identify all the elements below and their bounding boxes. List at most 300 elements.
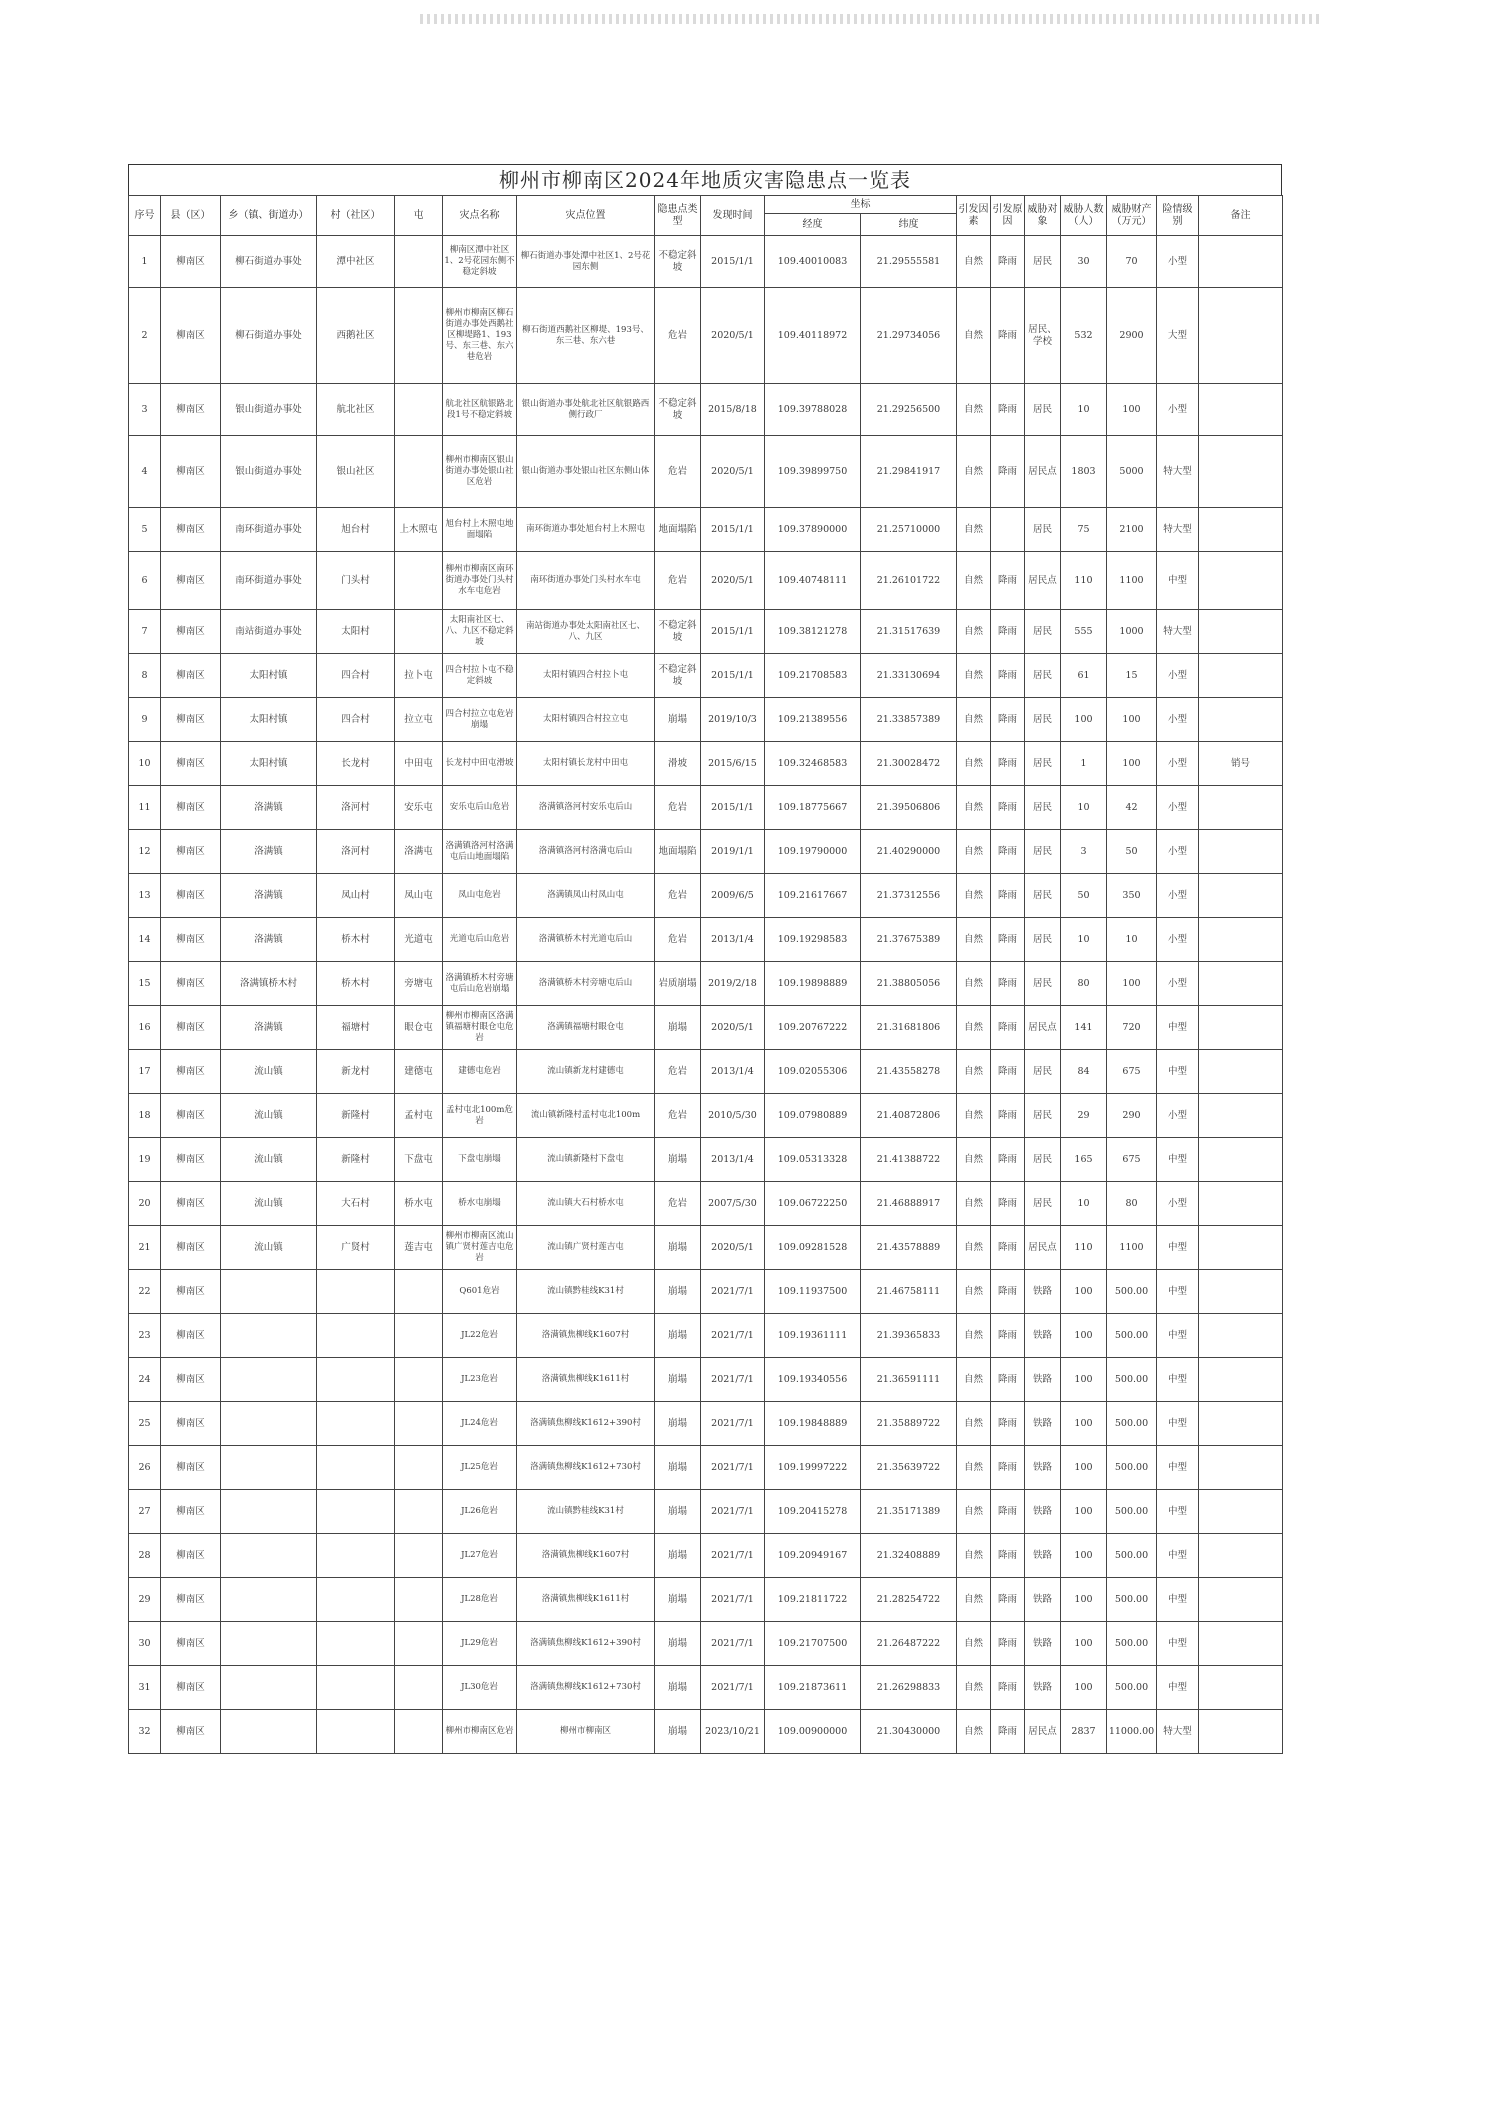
cell-seq: 8: [129, 654, 161, 698]
cell-threat-property: 100: [1107, 384, 1157, 436]
cell-village: 航北社区: [317, 384, 395, 436]
cell-cause2: 降雨: [991, 1006, 1025, 1050]
cell-level: 中型: [1157, 1138, 1199, 1182]
cell-seq: 26: [129, 1446, 161, 1490]
cell-type: 崩塌: [655, 1666, 701, 1710]
cell-date: 2021/7/1: [701, 1270, 765, 1314]
cell-threat-property: 100: [1107, 962, 1157, 1006]
cell-county: 柳南区: [161, 1622, 221, 1666]
cell-type: 岩质崩塌: [655, 962, 701, 1006]
cell-lat: 21.40290000: [861, 830, 957, 874]
cell-lat: 21.46758111: [861, 1270, 957, 1314]
cell-seq: 13: [129, 874, 161, 918]
cell-county: 柳南区: [161, 654, 221, 698]
cell-hamlet: 拉立屯: [395, 698, 443, 742]
cell-seq: 20: [129, 1182, 161, 1226]
cell-threat-property: 5000: [1107, 436, 1157, 508]
cell-county: 柳南区: [161, 918, 221, 962]
cell-threat-object: 居民点: [1025, 552, 1061, 610]
cell-county: 柳南区: [161, 830, 221, 874]
cell-threat-object: 居民: [1025, 698, 1061, 742]
cell-cause2: 降雨: [991, 552, 1025, 610]
cell-hamlet: 下盘屯: [395, 1138, 443, 1182]
cell-level: 小型: [1157, 874, 1199, 918]
cell-date: 2021/7/1: [701, 1578, 765, 1622]
cell-name: 柳南区潭中社区1、2号花园东侧不稳定斜坡: [443, 236, 517, 288]
cell-village: 桥木村: [317, 962, 395, 1006]
cell-location: 南环街道办事处旭台村上木照屯: [517, 508, 655, 552]
cell-cause2: 降雨: [991, 236, 1025, 288]
cell-threat-people: 30: [1061, 236, 1107, 288]
document-sheet: [128, 164, 1282, 1754]
cell-threat-property: 500.00: [1107, 1534, 1157, 1578]
cell-cause2: 降雨: [991, 1050, 1025, 1094]
cell-threat-people: 100: [1061, 1358, 1107, 1402]
cell-lat: 21.40872806: [861, 1094, 957, 1138]
cell-cause1: 自然: [957, 1182, 991, 1226]
cell-lon: 109.06722250: [765, 1182, 861, 1226]
cell-lat: 21.39506806: [861, 786, 957, 830]
cell-village: 潭中社区: [317, 236, 395, 288]
cell-lat: 21.33857389: [861, 698, 957, 742]
cell-threat-property: 80: [1107, 1182, 1157, 1226]
cell-name: JL27危岩: [443, 1534, 517, 1578]
table-row: [129, 874, 1283, 918]
cell-cause1: 自然: [957, 1138, 991, 1182]
cell-township: [221, 1534, 317, 1578]
cell-remark: [1199, 1710, 1283, 1754]
cell-cause2: 降雨: [991, 1226, 1025, 1270]
cell-village: 新龙村: [317, 1050, 395, 1094]
cell-location: 银山街道办事处银山社区东侧山体: [517, 436, 655, 508]
cell-threat-property: 500.00: [1107, 1578, 1157, 1622]
cell-township: 南环街道办事处: [221, 552, 317, 610]
cell-township: 流山镇: [221, 1094, 317, 1138]
cell-lat: 21.36591111: [861, 1358, 957, 1402]
cell-remark: [1199, 552, 1283, 610]
cell-lat: 21.31681806: [861, 1006, 957, 1050]
cell-location: 流山镇黔桂线K31村: [517, 1270, 655, 1314]
cell-threat-property: 10: [1107, 918, 1157, 962]
cell-lon: 109.21708583: [765, 654, 861, 698]
cell-remark: [1199, 1666, 1283, 1710]
cell-threat-property: 500.00: [1107, 1402, 1157, 1446]
cell-county: 柳南区: [161, 1094, 221, 1138]
cell-type: 危岩: [655, 552, 701, 610]
cell-county: 柳南区: [161, 1446, 221, 1490]
cell-remark: [1199, 436, 1283, 508]
cell-threat-object: 铁路: [1025, 1666, 1061, 1710]
cell-threat-people: 10: [1061, 384, 1107, 436]
cell-county: 柳南区: [161, 552, 221, 610]
cell-threat-people: 84: [1061, 1050, 1107, 1094]
cell-township: 洛满镇: [221, 918, 317, 962]
cell-level: 小型: [1157, 384, 1199, 436]
cell-seq: 19: [129, 1138, 161, 1182]
cell-county: 柳南区: [161, 1666, 221, 1710]
cell-village: 新隆村: [317, 1138, 395, 1182]
cell-date: 2021/7/1: [701, 1402, 765, 1446]
cell-type: 崩塌: [655, 1578, 701, 1622]
cell-type: 崩塌: [655, 1006, 701, 1050]
cell-lon: 109.32468583: [765, 742, 861, 786]
cell-lat: 21.30430000: [861, 1710, 957, 1754]
table-row: [129, 1226, 1283, 1270]
cell-county: 柳南区: [161, 698, 221, 742]
cell-level: 小型: [1157, 962, 1199, 1006]
cell-threat-people: 100: [1061, 698, 1107, 742]
cell-county: 柳南区: [161, 1182, 221, 1226]
cell-date: 2007/5/30: [701, 1182, 765, 1226]
cell-county: 柳南区: [161, 1270, 221, 1314]
cell-village: [317, 1622, 395, 1666]
cell-hamlet: [395, 1270, 443, 1314]
cell-seq: 25: [129, 1402, 161, 1446]
cell-lat: 21.32408889: [861, 1534, 957, 1578]
cell-remark: [1199, 610, 1283, 654]
cell-level: 特大型: [1157, 436, 1199, 508]
cell-threat-property: 675: [1107, 1138, 1157, 1182]
table-row: [129, 384, 1283, 436]
cell-lat: 21.29555581: [861, 236, 957, 288]
table-row: [129, 742, 1283, 786]
cell-cause2: 降雨: [991, 874, 1025, 918]
cell-date: 2019/10/3: [701, 698, 765, 742]
cell-level: 小型: [1157, 786, 1199, 830]
table-row: [129, 288, 1283, 384]
cell-hamlet: 光道屯: [395, 918, 443, 962]
cell-threat-object: 居民: [1025, 918, 1061, 962]
cell-lon: 109.18775667: [765, 786, 861, 830]
cell-level: 特大型: [1157, 508, 1199, 552]
cell-township: 柳石街道办事处: [221, 236, 317, 288]
cell-lon: 109.20415278: [765, 1490, 861, 1534]
cell-cause2: 降雨: [991, 436, 1025, 508]
cell-cause1: 自然: [957, 1578, 991, 1622]
cell-hamlet: 桥水屯: [395, 1182, 443, 1226]
cell-village: [317, 1578, 395, 1622]
cell-township: [221, 1710, 317, 1754]
cell-threat-property: 720: [1107, 1006, 1157, 1050]
cell-threat-people: 3: [1061, 830, 1107, 874]
cell-type: 崩塌: [655, 698, 701, 742]
cell-threat-object: 居民、学校: [1025, 288, 1061, 384]
cell-lon: 109.09281528: [765, 1226, 861, 1270]
cell-level: 中型: [1157, 1006, 1199, 1050]
cell-hamlet: 凤山屯: [395, 874, 443, 918]
cell-county: 柳南区: [161, 610, 221, 654]
cell-remark: [1199, 698, 1283, 742]
cell-village: 长龙村: [317, 742, 395, 786]
cell-township: [221, 1402, 317, 1446]
cell-type: 危岩: [655, 918, 701, 962]
cell-threat-property: 50: [1107, 830, 1157, 874]
cell-cause2: 降雨: [991, 962, 1025, 1006]
cell-date: 2021/7/1: [701, 1358, 765, 1402]
cell-county: 柳南区: [161, 1534, 221, 1578]
cell-date: 2015/1/1: [701, 610, 765, 654]
cell-date: 2015/1/1: [701, 654, 765, 698]
cell-location: 太阳村镇四合村拉立屯: [517, 698, 655, 742]
cell-cause2: 降雨: [991, 1534, 1025, 1578]
cell-location: 太阳村镇长龙村中田屯: [517, 742, 655, 786]
cell-cause2: 降雨: [991, 1402, 1025, 1446]
cell-remark: [1199, 1490, 1283, 1534]
cell-level: 中型: [1157, 1446, 1199, 1490]
cell-lon: 109.21811722: [765, 1578, 861, 1622]
cell-lat: 21.29841917: [861, 436, 957, 508]
cell-remark: [1199, 830, 1283, 874]
cell-date: 2019/1/1: [701, 830, 765, 874]
header-county: 县（区）: [161, 196, 221, 236]
cell-seq: 31: [129, 1666, 161, 1710]
cell-location: 洛满镇焦柳线K1612+390村: [517, 1402, 655, 1446]
cell-township: [221, 1622, 317, 1666]
cell-date: 2021/7/1: [701, 1666, 765, 1710]
cell-level: 中型: [1157, 1226, 1199, 1270]
cell-lat: 21.41388722: [861, 1138, 957, 1182]
cell-township: 柳石街道办事处: [221, 288, 317, 384]
cell-seq: 2: [129, 288, 161, 384]
cell-village: [317, 1710, 395, 1754]
cell-seq: 3: [129, 384, 161, 436]
cell-name: 航北社区航银路北段1号不稳定斜坡: [443, 384, 517, 436]
header-hamlet: 屯: [395, 196, 443, 236]
table-row: [129, 1446, 1283, 1490]
cell-threat-object: 居民点: [1025, 1710, 1061, 1754]
cell-cause1: 自然: [957, 874, 991, 918]
cell-remark: [1199, 384, 1283, 436]
cell-lon: 109.37890000: [765, 508, 861, 552]
cell-village: [317, 1446, 395, 1490]
cell-county: 柳南区: [161, 1138, 221, 1182]
table-row: [129, 830, 1283, 874]
cell-cause2: 降雨: [991, 1270, 1025, 1314]
cell-threat-people: 10: [1061, 918, 1107, 962]
hazard-table: [128, 195, 1283, 1754]
cell-type: 崩塌: [655, 1226, 701, 1270]
cell-hamlet: 建德屯: [395, 1050, 443, 1094]
cell-date: 2015/1/1: [701, 508, 765, 552]
cell-date: 2023/10/21: [701, 1710, 765, 1754]
cell-threat-object: 铁路: [1025, 1446, 1061, 1490]
cell-county: 柳南区: [161, 874, 221, 918]
cell-date: 2010/5/30: [701, 1094, 765, 1138]
cell-cause1: 自然: [957, 1358, 991, 1402]
cell-lon: 109.05313328: [765, 1138, 861, 1182]
cell-type: 滑坡: [655, 742, 701, 786]
cell-cause2: 降雨: [991, 698, 1025, 742]
cell-seq: 22: [129, 1270, 161, 1314]
cell-threat-object: 居民: [1025, 742, 1061, 786]
header-date: 发现时间: [701, 196, 765, 236]
cell-threat-property: 500.00: [1107, 1666, 1157, 1710]
cell-cause1: 自然: [957, 288, 991, 384]
cell-lat: 21.35639722: [861, 1446, 957, 1490]
cell-county: 柳南区: [161, 436, 221, 508]
cell-location: 太阳村镇四合村拉卜屯: [517, 654, 655, 698]
cell-name: 下盘屯崩塌: [443, 1138, 517, 1182]
cell-village: 银山社区: [317, 436, 395, 508]
cell-lat: 21.43578889: [861, 1226, 957, 1270]
cell-township: 流山镇: [221, 1182, 317, 1226]
cell-lat: 21.37675389: [861, 918, 957, 962]
cell-county: 柳南区: [161, 962, 221, 1006]
cell-threat-property: 500.00: [1107, 1446, 1157, 1490]
table-row: [129, 918, 1283, 962]
cell-level: 特大型: [1157, 1710, 1199, 1754]
cell-name: 长龙村中田屯滑坡: [443, 742, 517, 786]
cell-township: 流山镇: [221, 1138, 317, 1182]
cell-village: [317, 1490, 395, 1534]
cell-lat: 21.26298833: [861, 1666, 957, 1710]
cell-cause2: 降雨: [991, 1666, 1025, 1710]
cell-hamlet: [395, 436, 443, 508]
cell-lat: 21.46888917: [861, 1182, 957, 1226]
cell-cause2: 降雨: [991, 1314, 1025, 1358]
cell-lat: 21.29734056: [861, 288, 957, 384]
cell-county: 柳南区: [161, 384, 221, 436]
cell-threat-object: 居民: [1025, 830, 1061, 874]
cell-county: 柳南区: [161, 1050, 221, 1094]
cell-date: 2021/7/1: [701, 1314, 765, 1358]
cell-name: 柳州市柳南区危岩: [443, 1710, 517, 1754]
cell-cause2: 降雨: [991, 1622, 1025, 1666]
cell-cause2: 降雨: [991, 654, 1025, 698]
cell-type: 不稳定斜坡: [655, 236, 701, 288]
cell-lon: 109.21873611: [765, 1666, 861, 1710]
cell-seq: 14: [129, 918, 161, 962]
cell-cause2: 降雨: [991, 830, 1025, 874]
cell-township: 流山镇: [221, 1226, 317, 1270]
cell-hamlet: [395, 1314, 443, 1358]
cell-lat: 21.31517639: [861, 610, 957, 654]
cell-name: 光道屯后山危岩: [443, 918, 517, 962]
cell-cause2: 降雨: [991, 288, 1025, 384]
cell-county: 柳南区: [161, 288, 221, 384]
cell-threat-property: 290: [1107, 1094, 1157, 1138]
table-row: [129, 552, 1283, 610]
cell-lat: 21.26101722: [861, 552, 957, 610]
cell-threat-object: 铁路: [1025, 1270, 1061, 1314]
cell-remark: [1199, 1226, 1283, 1270]
header-seq: 序号: [129, 196, 161, 236]
cell-type: 危岩: [655, 1050, 701, 1094]
cell-lat: 21.38805056: [861, 962, 957, 1006]
cell-remark: [1199, 1578, 1283, 1622]
cell-cause1: 自然: [957, 236, 991, 288]
cell-location: 流山镇新龙村建德屯: [517, 1050, 655, 1094]
table-row: [129, 962, 1283, 1006]
cell-date: 2021/7/1: [701, 1534, 765, 1578]
cell-seq: 9: [129, 698, 161, 742]
cell-village: [317, 1402, 395, 1446]
cell-hamlet: 洛满屯: [395, 830, 443, 874]
table-row: [129, 1006, 1283, 1050]
cell-location: 流山镇黔桂线K31村: [517, 1490, 655, 1534]
table-row: [129, 1534, 1283, 1578]
table-row: [129, 1622, 1283, 1666]
cell-cause1: 自然: [957, 1226, 991, 1270]
header-village: 村（社区）: [317, 196, 395, 236]
cell-threat-object: 居民: [1025, 874, 1061, 918]
header-township: 乡（镇、街道办）: [221, 196, 317, 236]
cell-name: Q601危岩: [443, 1270, 517, 1314]
cell-level: 中型: [1157, 1050, 1199, 1094]
cell-threat-people: 110: [1061, 552, 1107, 610]
cell-cause2: 降雨: [991, 742, 1025, 786]
cell-name: 柳州市柳南区柳石街道办事处西鹅社区柳堤路1、193号、东三巷、东六巷危岩: [443, 288, 517, 384]
cell-name: 四合村拉卜屯不稳定斜坡: [443, 654, 517, 698]
cell-township: [221, 1490, 317, 1534]
cell-remark: [1199, 962, 1283, 1006]
cell-lon: 109.02055306: [765, 1050, 861, 1094]
cell-cause1: 自然: [957, 384, 991, 436]
cell-level: 中型: [1157, 1358, 1199, 1402]
cell-township: 银山街道办事处: [221, 384, 317, 436]
cell-lat: 21.43558278: [861, 1050, 957, 1094]
table-row: [129, 1270, 1283, 1314]
cell-name: 柳州市柳南区南环街道办事处门头村水车屯危岩: [443, 552, 517, 610]
scan-artifact: [420, 14, 1320, 24]
cell-village: [317, 1358, 395, 1402]
cell-seq: 27: [129, 1490, 161, 1534]
cell-hamlet: [395, 236, 443, 288]
cell-threat-object: 铁路: [1025, 1534, 1061, 1578]
cell-level: 特大型: [1157, 610, 1199, 654]
cell-lon: 109.20949167: [765, 1534, 861, 1578]
cell-level: 中型: [1157, 1622, 1199, 1666]
cell-lon: 109.20767222: [765, 1006, 861, 1050]
cell-county: 柳南区: [161, 1358, 221, 1402]
cell-county: 柳南区: [161, 236, 221, 288]
cell-seq: 18: [129, 1094, 161, 1138]
cell-lon: 109.19848889: [765, 1402, 861, 1446]
cell-village: 凤山村: [317, 874, 395, 918]
cell-hamlet: 中田屯: [395, 742, 443, 786]
cell-threat-object: 居民: [1025, 1138, 1061, 1182]
cell-cause1: 自然: [957, 508, 991, 552]
cell-location: 柳石街道西鹅社区柳堤、193号、东三巷、东六巷: [517, 288, 655, 384]
cell-threat-people: 80: [1061, 962, 1107, 1006]
cell-cause2: 降雨: [991, 384, 1025, 436]
cell-lon: 109.21707500: [765, 1622, 861, 1666]
table-row: [129, 1358, 1283, 1402]
cell-date: 2020/5/1: [701, 288, 765, 384]
cell-date: 2015/6/15: [701, 742, 765, 786]
cell-threat-property: 2100: [1107, 508, 1157, 552]
cell-remark: [1199, 874, 1283, 918]
header-lon: 经度: [765, 214, 861, 236]
header-level: 险情级别: [1157, 196, 1199, 236]
cell-seq: 16: [129, 1006, 161, 1050]
cell-township: 洛满镇: [221, 830, 317, 874]
cell-hamlet: [395, 1666, 443, 1710]
cell-seq: 6: [129, 552, 161, 610]
cell-county: 柳南区: [161, 742, 221, 786]
cell-type: 崩塌: [655, 1622, 701, 1666]
cell-hamlet: [395, 1534, 443, 1578]
cell-location: 洛满镇焦柳线K1612+730村: [517, 1666, 655, 1710]
cell-level: 中型: [1157, 1666, 1199, 1710]
cell-date: 2021/7/1: [701, 1622, 765, 1666]
cell-type: 崩塌: [655, 1314, 701, 1358]
cell-threat-people: 100: [1061, 1578, 1107, 1622]
cell-lon: 109.21617667: [765, 874, 861, 918]
table-row: [129, 610, 1283, 654]
cell-lon: 109.19298583: [765, 918, 861, 962]
cell-level: 小型: [1157, 830, 1199, 874]
